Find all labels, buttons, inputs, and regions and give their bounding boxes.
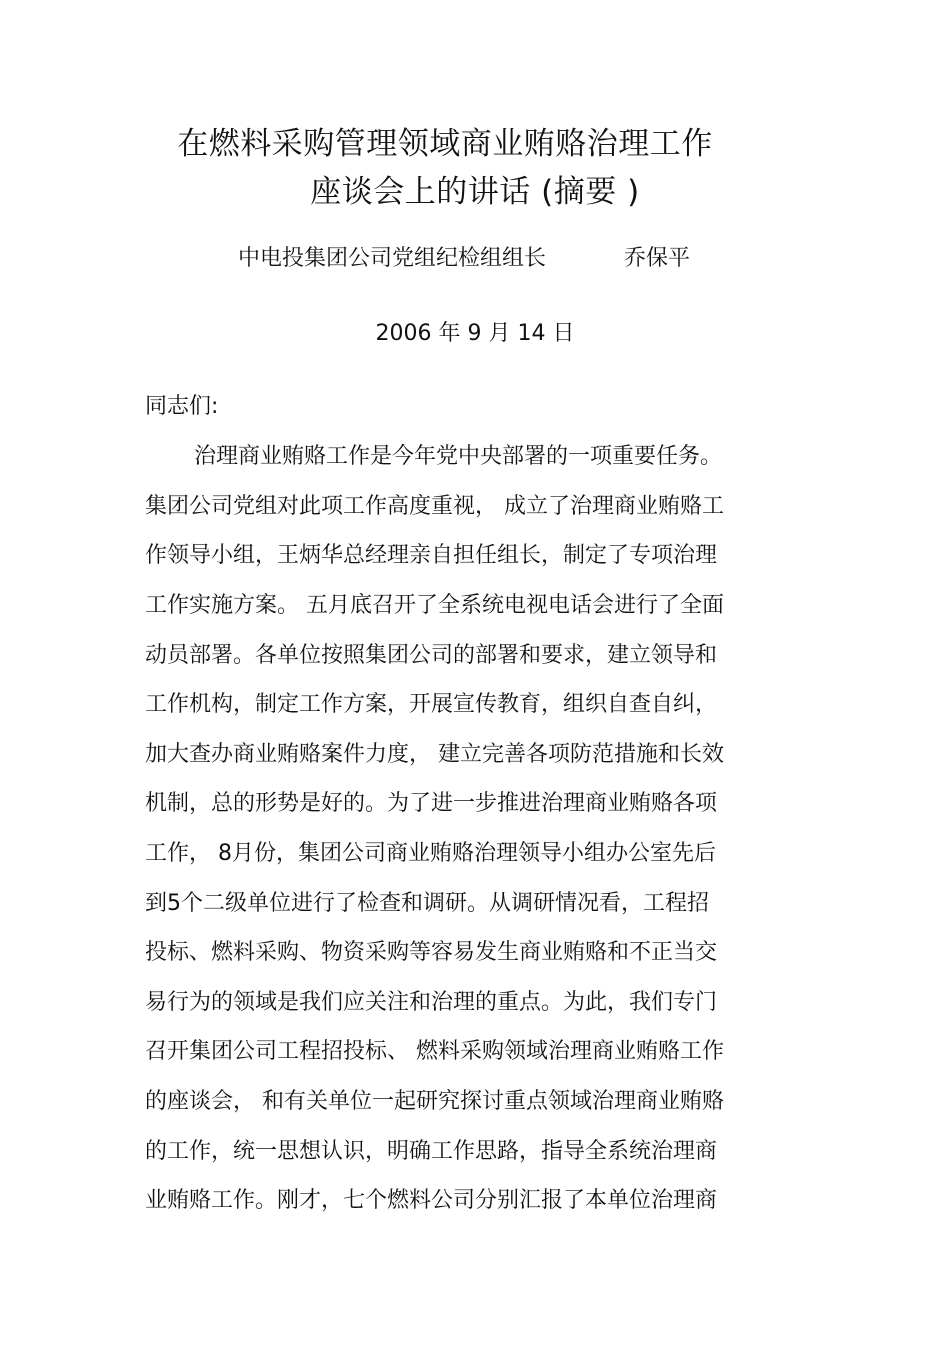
greeting: 同志们: <box>145 394 219 419</box>
body-line: 工作， 8月份，集团公司商业贿赂治理领导小组办公室先后 <box>145 841 716 866</box>
body-line: 加大查办商业贿赂案件力度， 建立完善各项防范措施和长效 <box>145 742 724 767</box>
body-line: 到5个二级单位进行了检查和调研。从调研情况看，工程招 <box>145 891 709 916</box>
page-title: 在燃料采购管理领域商业贿赂治理工作 <box>177 126 713 162</box>
body-line: 的工作，统一思想认识，明确工作思路，指导全系统治理商 <box>145 1139 718 1164</box>
body-line: 投标、燃料采购、物资采购等容易发生商业贿赂和不正当交 <box>145 940 718 965</box>
body-line: 治理商业贿赂工作是今年党中央部署的一项重要任务。 <box>194 444 723 469</box>
body-line: 工作机构，制定工作方案，开展宣传教育，组织自查自纠， <box>145 692 718 717</box>
byline-position: 中电投集团公司党组纪检组组长 <box>238 246 547 271</box>
body-line: 动员部署。各单位按照集团公司的部署和要求，建立领导和 <box>145 643 718 668</box>
body-line: 的座谈会， 和有关单位一起研究探讨重点领域治理商业贿赂 <box>145 1089 724 1114</box>
body-line: 集团公司党组对此项工作高度重视， 成立了治理商业贿赂工 <box>145 494 724 519</box>
byline <box>238 243 690 275</box>
byline-author: 乔保平 <box>624 246 691 271</box>
body-line: 业贿赂工作。刚才，七个燃料公司分别汇报了本单位治理商 <box>145 1188 718 1213</box>
body-line: 召开集团公司工程招投标、 燃料采购领域治理商业贿赂工作 <box>145 1039 724 1064</box>
body-line: 易行为的领域是我们应关注和治理的重点。为此，我们专门 <box>145 990 718 1015</box>
body-line: 工作实施方案。 五月底召开了全系统电视电话会进行了全面 <box>145 593 724 618</box>
body-line: 作领导小组，王炳华总经理亲自担任组长，制定了专项治理 <box>145 543 718 568</box>
page-subtitle: 座谈会上的讲话 (摘要 ) <box>310 174 640 210</box>
speech-date: 2006 年 9 月 14 日 <box>375 321 575 346</box>
body-line: 机制，总的形势是好的。为了进一步推进治理商业贿赂各项 <box>145 791 718 816</box>
